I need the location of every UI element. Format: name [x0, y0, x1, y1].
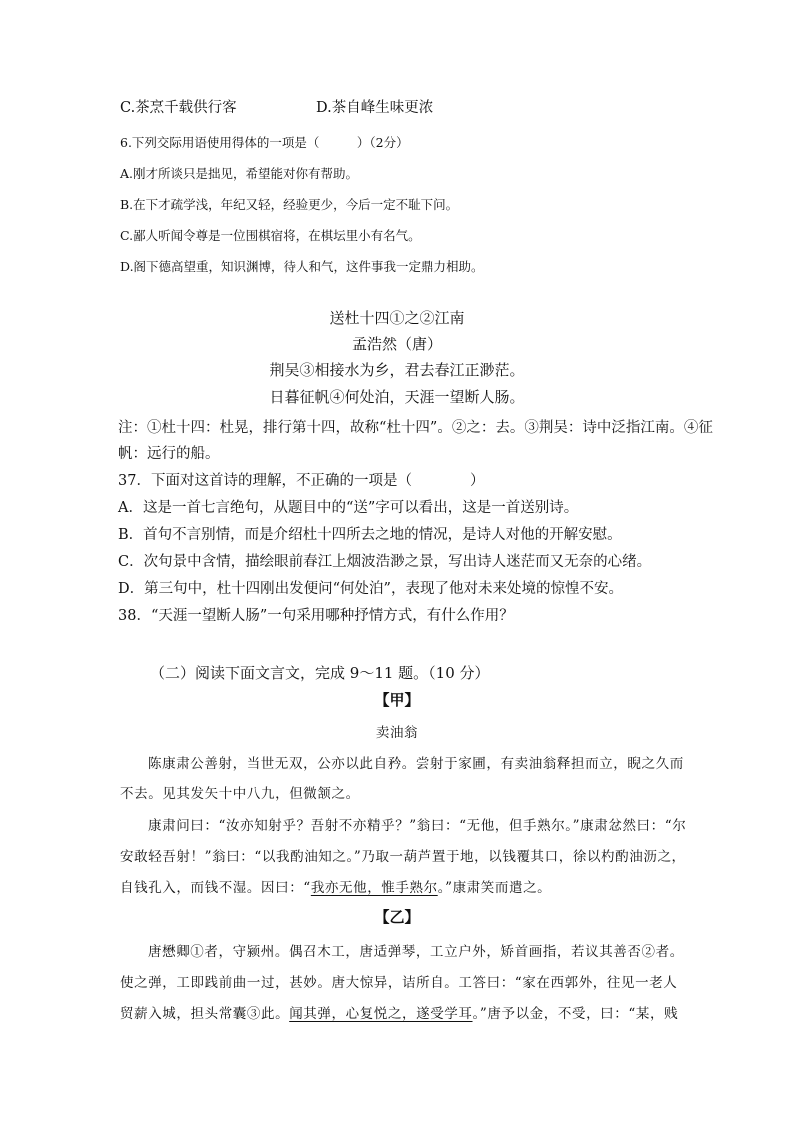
- q6-option-b: B.在下才疏学浅，年纪又轻，经验更少，今后一定不耻下问。: [120, 197, 459, 212]
- yi-line-2: 使之弹，工即践前曲一过，甚妙。唐大惊异，诘所自。工答曰：“家在西郭外，往见一老人: [120, 975, 678, 991]
- q6-option-c: C.鄙人听闻令尊是一位围棋宿将，在棋坛里小有名气。: [120, 228, 421, 243]
- jia-p2-line-3-post: 。”康肃笑而遣之。: [437, 880, 552, 896]
- jia-underlined-sentence: 我亦无他，惟手熟尔: [310, 880, 438, 896]
- jia-p2-line-1: 康肃问曰：“汝亦知射乎？吾射不亦精乎？”翁曰：“无他，但手熟尔。”康肃忿然曰：“尔: [148, 818, 687, 834]
- q37-option-b: B．首句不言别情，而是介绍杜十四所去之地的情况，是诗人对他的开解安慰。: [118, 527, 622, 543]
- jia-p2-line-3: [120, 876, 551, 896]
- q6-stem: 6.下列交际用语使用得体的一项是（ ）（2分）: [120, 135, 409, 150]
- jia-p2-line-2: 安敢轻吾射！”翁曰：“以我酌油知之。”乃取一葫芦置于地，以钱覆其口，徐以杓酌油沥之，: [120, 849, 686, 865]
- text-yi-label: 【乙】: [374, 908, 420, 926]
- section-2-heading: （二）阅读下面文言文，完成 9～11 题。（10 分）: [150, 664, 490, 682]
- yi-line-1: 唐懋卿①者，守颍州。偶召木工，唐适弹琴，工立户外，矫首画指，若议其善否②者。: [148, 944, 684, 960]
- q37-option-a: A．这是一首七言绝句，从题目中的“送”字可以看出，这是一首送别诗。: [118, 500, 579, 516]
- poem-title: 送杜十四①之②江南: [329, 309, 465, 327]
- poem-note-line-1: 注：①杜十四：杜晃，排行第十四，故称“杜十四”。②之：去。③荆吴：诗中泛指江南。④征: [118, 420, 713, 436]
- poem-note-line-2: 帆：远行的船。: [118, 446, 220, 462]
- q37-option-d: D．第三句中，杜十四刚出发便问“何处泊”，表现了他对未来处境的惊惶不安。: [118, 581, 623, 597]
- yi-line-3: [120, 1002, 678, 1022]
- q6-option-a: A.刚才所谈只是拙见，希望能对你有帮助。: [120, 166, 359, 181]
- poem-line-1: 荆吴③相接水为乡，君去春江正渺茫。: [269, 361, 525, 379]
- yi-underlined-sentence: 闻其弹，心复悦之，遂受学耳: [289, 1006, 473, 1022]
- q5-option-c: C.茶烹千载供行客: [120, 100, 237, 116]
- jia-p2-line-3-pre: 自钱孔入，而钱不湿。因曰：“: [120, 880, 311, 896]
- q5-option-d: D.茶自峰生味更浓: [316, 100, 434, 116]
- q37-stem: 37．下面对这首诗的理解，不正确的一项是（ ）: [118, 473, 485, 489]
- yi-line-3-pre: 贸薪入城，担头常囊③此。: [120, 1006, 290, 1022]
- q38-stem: 38．“天涯一望断人肠”一句采用哪种抒情方式，有什么作用？: [118, 608, 514, 624]
- q37-option-c: C．次句景中含情，描绘眼前春江上烟波浩渺之景，写出诗人迷茫而又无奈的心绪。: [118, 554, 652, 570]
- poem-line-2: 日暮征帆④何处泊，天涯一望断人肠。: [269, 388, 525, 406]
- poem-author: 孟浩然（唐）: [351, 335, 442, 353]
- text-jia-label: 【甲】: [374, 691, 420, 709]
- jia-p1-line-2: 不去。见其发矢十中八九，但微颔之。: [120, 786, 360, 802]
- yi-line-3-post: 。”唐予以金，不受，曰：“某，贱: [472, 1006, 679, 1022]
- text-jia-title: 卖油翁: [375, 725, 419, 741]
- q6-option-d: D.阁下德高望重，知识渊博，待人和气，这件事我一定鼎力相助。: [120, 259, 484, 274]
- jia-p1-line-1: 陈康肃公善射，当世无双，公亦以此自矜。尝射于家圃，有卖油翁释担而立，睨之久而: [148, 756, 684, 772]
